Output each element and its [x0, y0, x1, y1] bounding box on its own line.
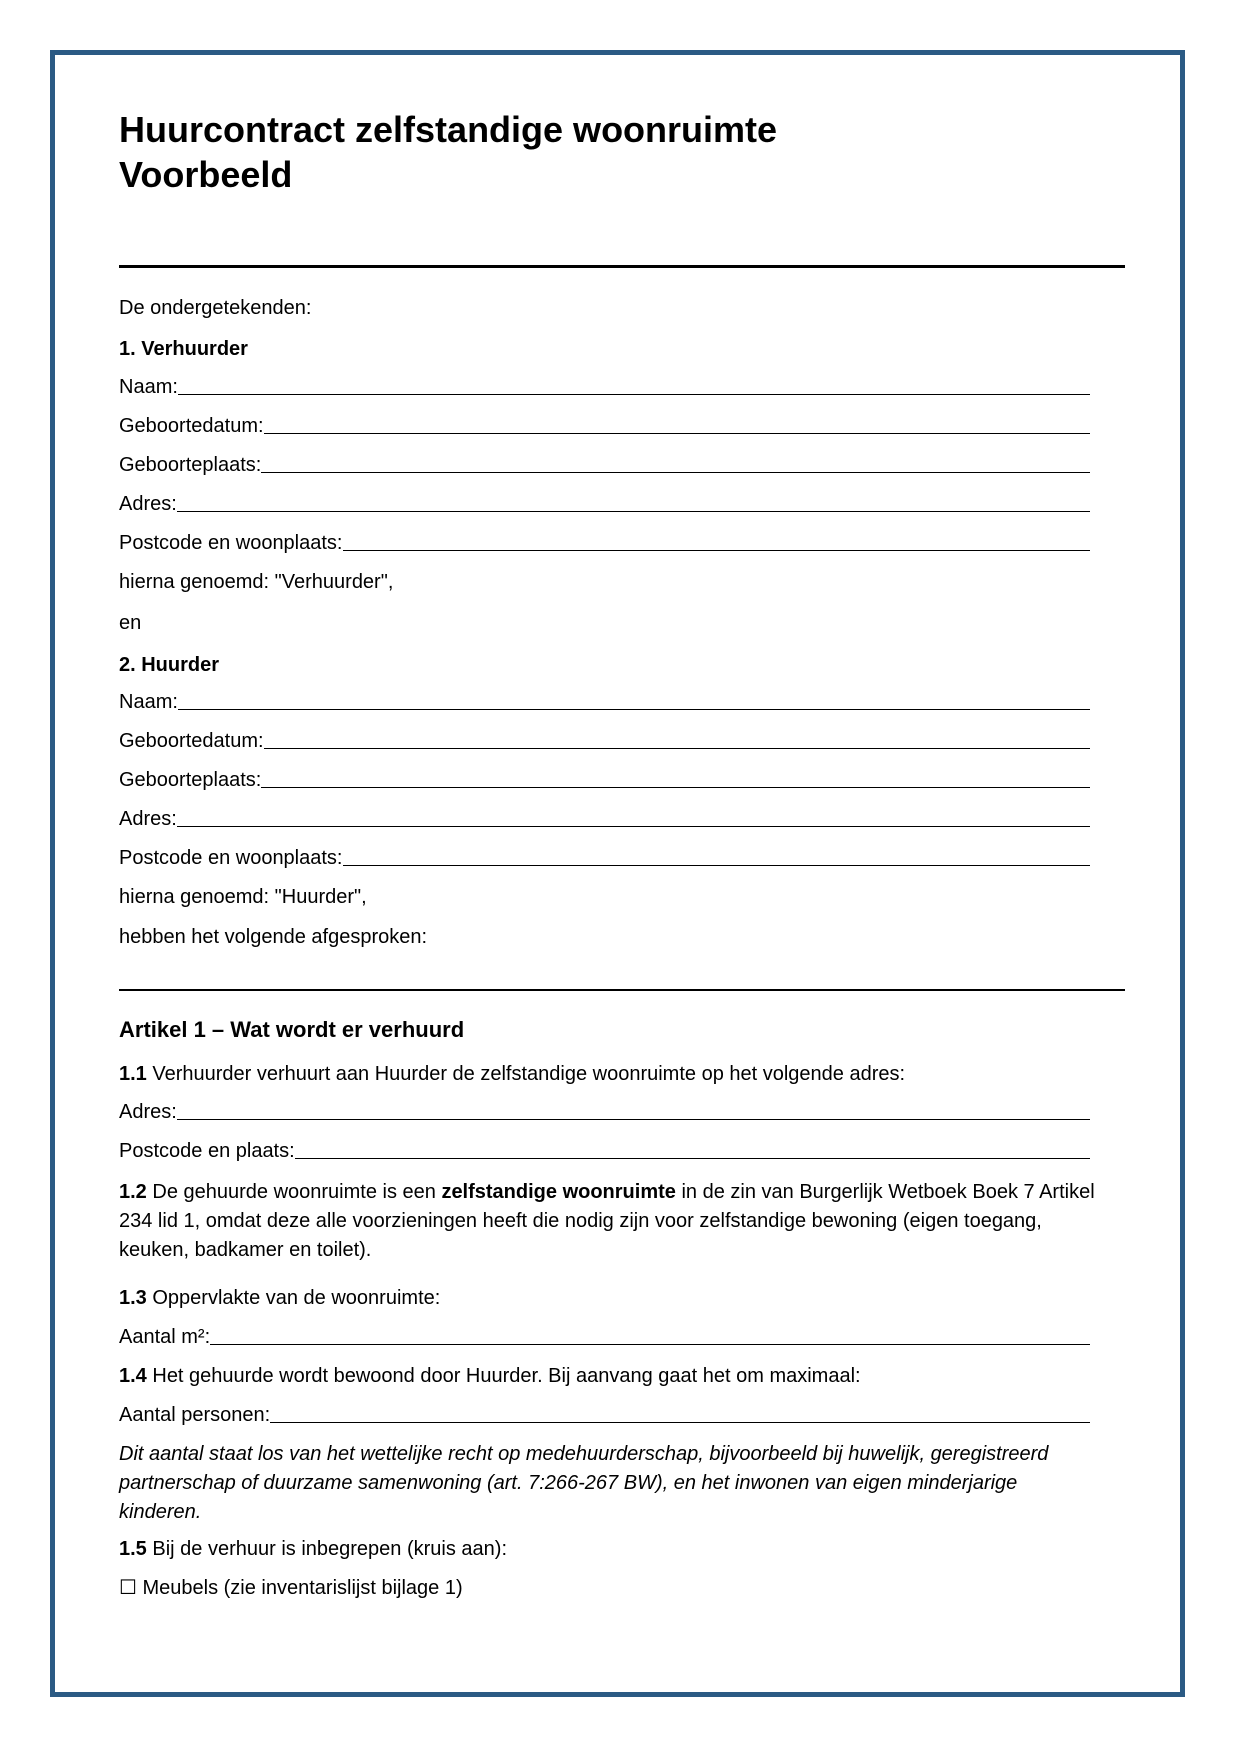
blank-line [210, 1343, 1090, 1345]
field-label: Aantal personen: [119, 1404, 271, 1426]
blank-line [177, 1118, 1090, 1120]
document-title: Huurcontract zelfstandige woonruimte [119, 109, 778, 150]
clause-text: Oppervlakte van de woonruimte: [146, 1287, 441, 1309]
blank-line [343, 864, 1091, 866]
tenant-address-field[interactable] [119, 806, 1090, 832]
clause-number: 1.5 [119, 1538, 147, 1560]
field-label: Adres: [119, 808, 177, 830]
clause-number: 1.2 [119, 1181, 147, 1203]
and-text: en [119, 612, 142, 634]
title-divider [119, 265, 1125, 268]
field-label: Geboortedatum: [119, 730, 264, 752]
clause-1-3 [119, 1285, 440, 1311]
tenant-hereafter: hierna genoemd: "Huurder", [119, 886, 367, 908]
field-label: Postcode en woonplaats: [119, 532, 343, 554]
field-label: Geboortedatum: [119, 415, 264, 437]
rental-address-field[interactable] [119, 1099, 1090, 1125]
clause-1-4 [119, 1363, 861, 1389]
clause-emphasis: zelfstandige woonruimte [441, 1181, 676, 1203]
tenant-postcode-field[interactable] [119, 845, 1090, 871]
field-label: Naam: [119, 691, 178, 713]
field-label: Geboorteplaats: [119, 769, 262, 791]
landlord-hereafter: hierna genoemd: "Verhuurder", [119, 571, 394, 593]
blank-line [177, 510, 1090, 512]
blank-line [261, 786, 1090, 788]
landlord-birthplace-field[interactable] [119, 452, 1090, 478]
intro-text: De ondergetekenden: [119, 297, 312, 319]
blank-line [177, 825, 1090, 827]
landlord-name-field[interactable] [119, 374, 1090, 400]
agreed-text: hebben het volgende afgesproken: [119, 926, 428, 948]
blank-line [295, 1157, 1090, 1159]
area-m2-field[interactable] [119, 1324, 1090, 1350]
persons-count-field[interactable] [119, 1402, 1090, 1428]
landlord-heading: 1. Verhuurder [119, 338, 248, 360]
blank-line [261, 471, 1090, 473]
document-subtitle: Voorbeeld [119, 154, 293, 195]
clause-1-4-note: Dit aantal staat los van het wettelijke recht op medehuurderschap, bijvoorbeeld bij huwelijk, geregistreerd partnerschap of duurzame samenwoning (art. 7:266-267 BW), en het inwonen van eigen minderjarige kinderen. [119, 1443, 1049, 1523]
clause-text: in de zin van Burgerlijk Wetboek Boek 7 Artikel 234 lid 1, omdat deze alle voorzieningen heeft die nodig zijn voor zelfstandige bewoning (eigen toegang, keuken, badkamer en toilet). [119, 1181, 1095, 1261]
field-label: Geboorteplaats: [119, 454, 262, 476]
blank-line [264, 432, 1090, 434]
field-label: Naam: [119, 376, 178, 398]
blank-line [178, 393, 1090, 395]
clause-text: Verhuurder verhuurt aan Huurder de zelfstandige woonruimte op het volgende adres: [146, 1063, 906, 1085]
field-label: Adres: [119, 1101, 177, 1123]
article1-heading: Artikel 1 – Wat wordt er verhuurd [119, 1017, 465, 1042]
field-label: Postcode en plaats: [119, 1140, 295, 1162]
clause-text: De gehuurde woonruimte is een [146, 1181, 442, 1203]
clause-number: 1.3 [119, 1287, 147, 1309]
blank-line [178, 708, 1090, 710]
blank-line [343, 549, 1091, 551]
tenant-heading: 2. Huurder [119, 654, 220, 676]
rental-postcode-field[interactable] [119, 1138, 1090, 1164]
furniture-checkbox-option[interactable]: ☐ Meubels (zie inventarislijst bijlage 1) [119, 1577, 463, 1599]
clause-text: Het gehuurde wordt bewoond door Huurder. Bij aanvang gaat het om maximaal: [146, 1365, 861, 1387]
field-label: Aantal m²: [119, 1326, 211, 1348]
clause-1-1 [119, 1061, 905, 1087]
landlord-address-field[interactable] [119, 491, 1090, 517]
tenant-birthdate-field[interactable] [119, 728, 1090, 754]
clause-1-5 [119, 1536, 507, 1562]
field-label: Adres: [119, 493, 177, 515]
field-label: Postcode en woonplaats: [119, 847, 343, 869]
tenant-name-field[interactable] [119, 689, 1090, 715]
clause-1-2 [119, 1178, 1104, 1265]
clause-text: Bij de verhuur is inbegrepen (kruis aan): [146, 1538, 507, 1560]
tenant-birthplace-field[interactable] [119, 767, 1090, 793]
section-divider [119, 989, 1125, 991]
landlord-birthdate-field[interactable] [119, 413, 1090, 439]
clause-number: 1.4 [119, 1365, 147, 1387]
blank-line [270, 1421, 1090, 1423]
landlord-postcode-field[interactable] [119, 530, 1090, 556]
clause-number: 1.1 [119, 1063, 147, 1085]
blank-line [264, 747, 1090, 749]
